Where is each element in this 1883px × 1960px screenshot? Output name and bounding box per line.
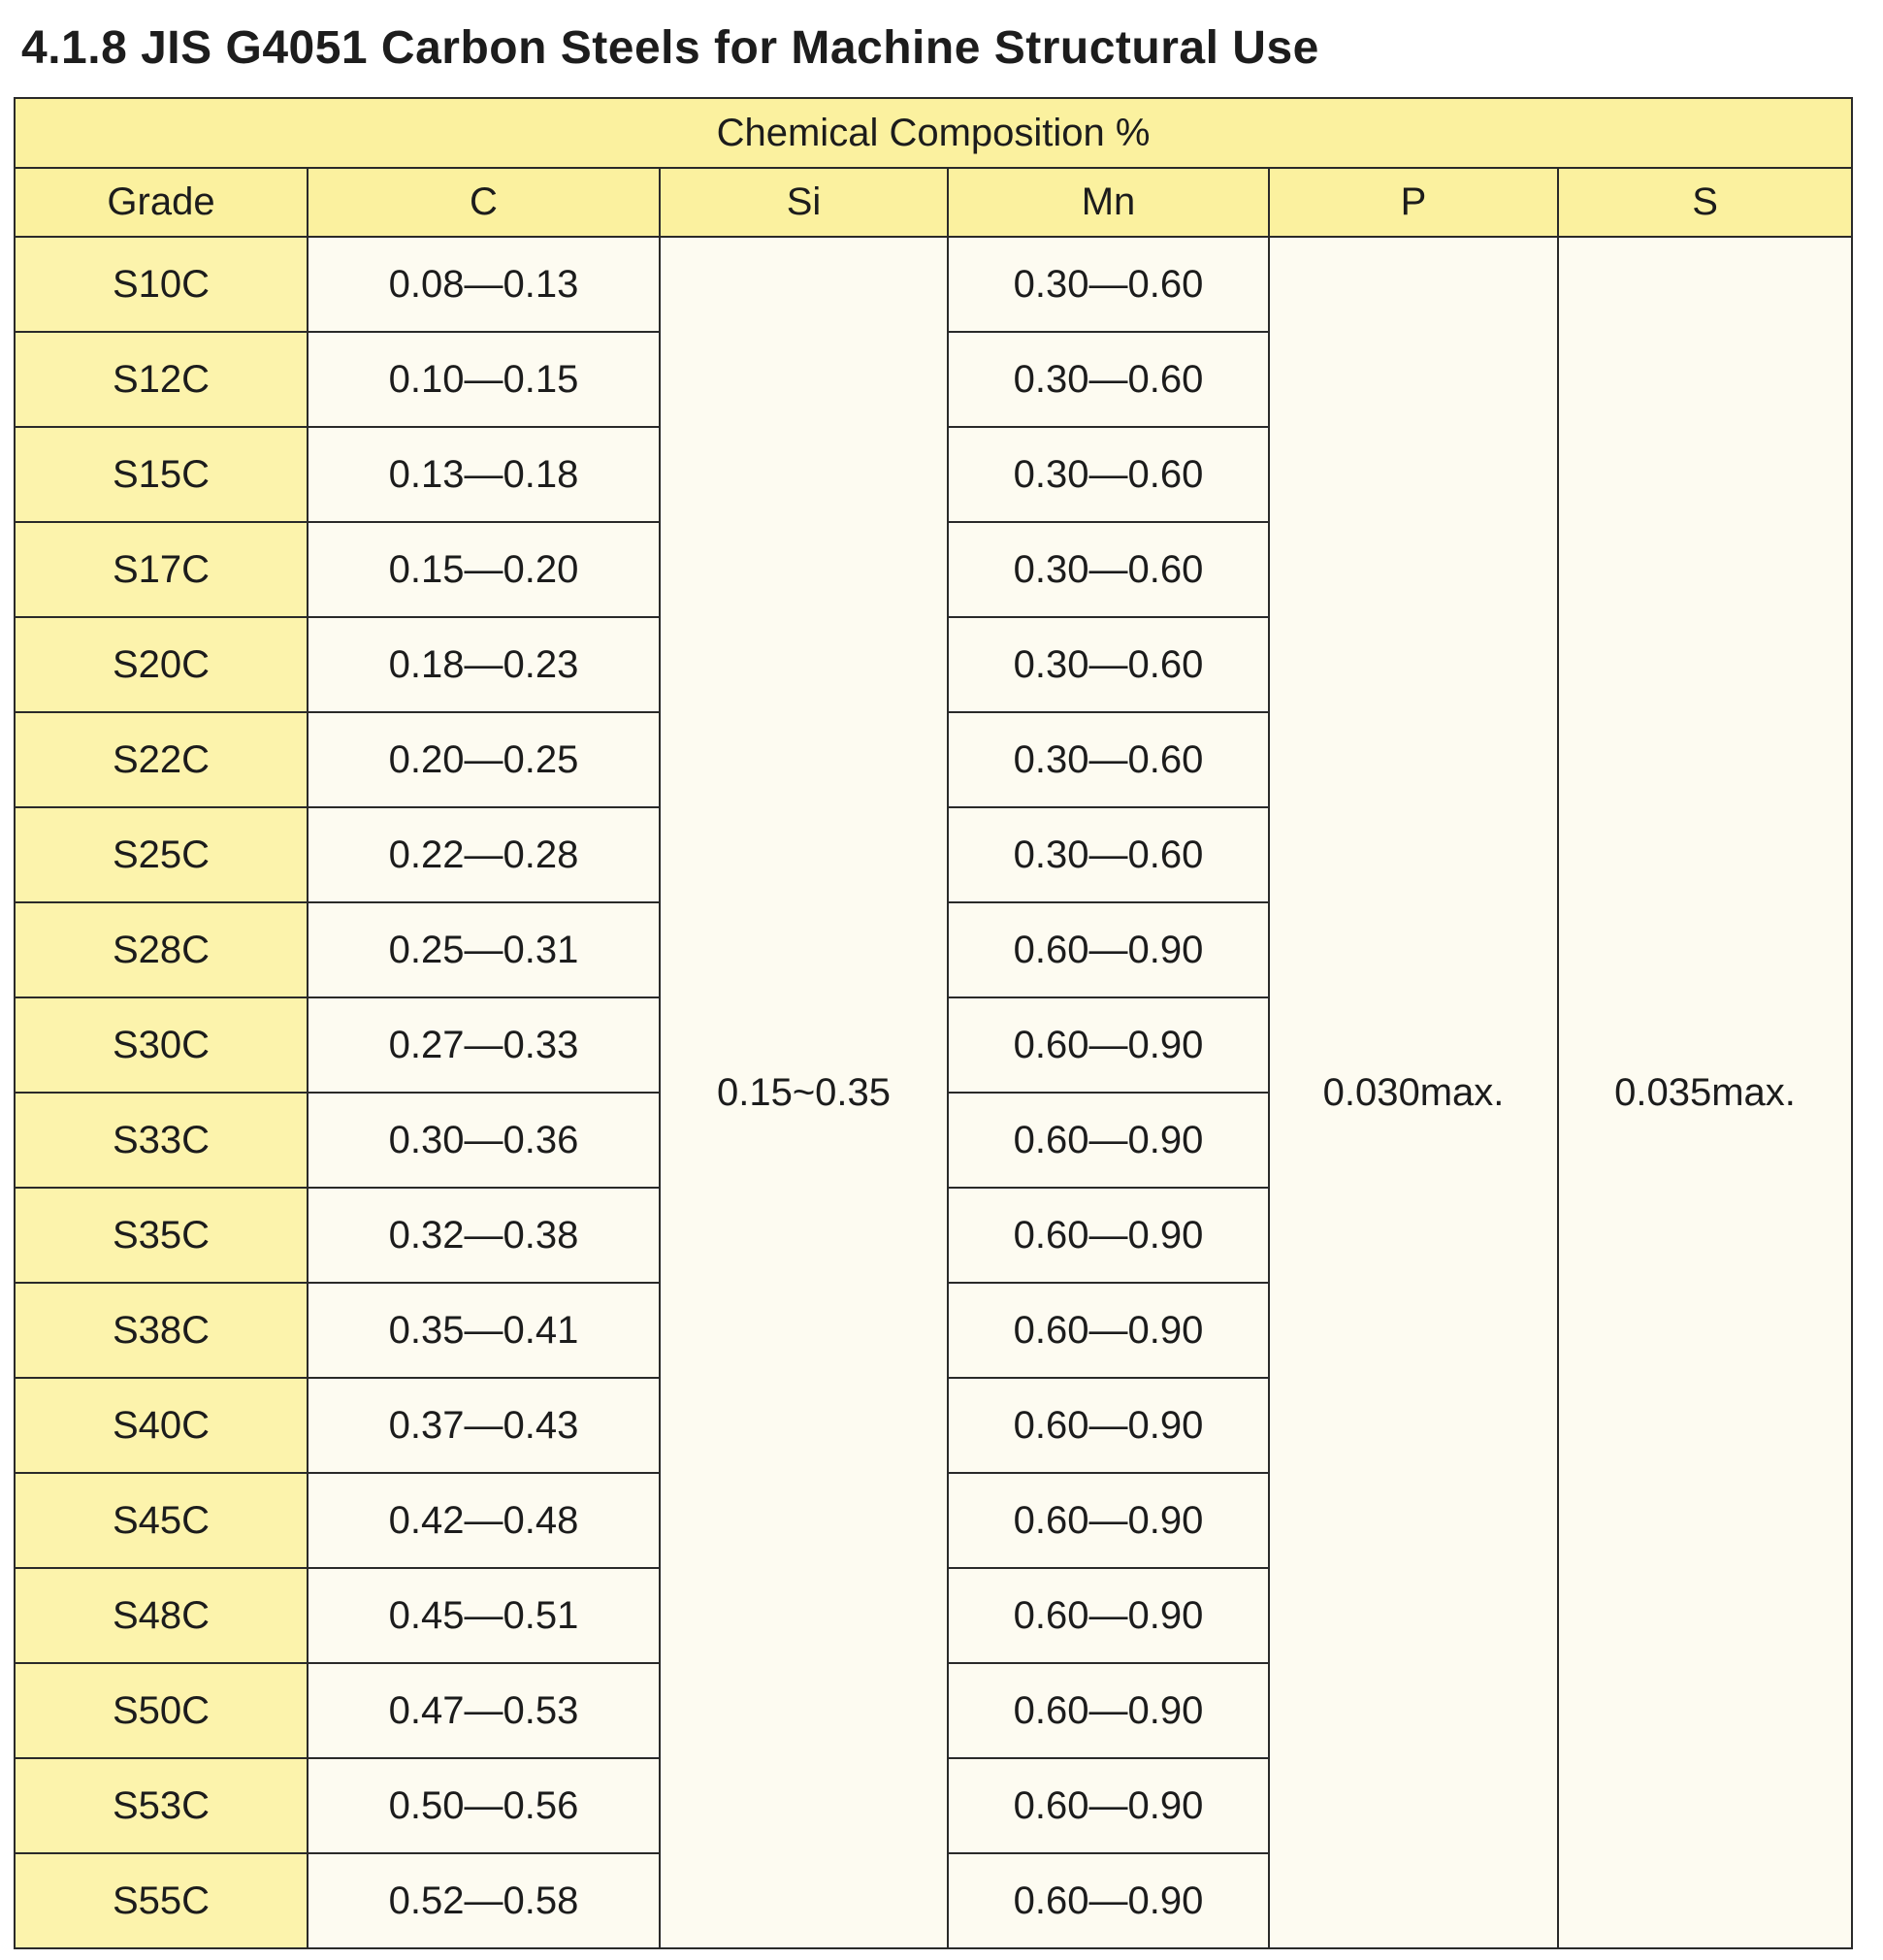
manganese-cell: 0.30—0.60 (948, 807, 1269, 902)
grade-cell: S10C (15, 237, 308, 332)
chemical-composition-table (14, 97, 1853, 1949)
carbon-cell: 0.20—0.25 (308, 712, 660, 807)
manganese-cell: 0.60—0.90 (948, 1853, 1269, 1948)
manganese-cell: 0.60—0.90 (948, 997, 1269, 1093)
header-grade: Grade (15, 168, 308, 237)
grade-cell: S48C (15, 1568, 308, 1663)
manganese-cell: 0.30—0.60 (948, 522, 1269, 617)
header-c: C (308, 168, 660, 237)
carbon-cell: 0.47—0.53 (308, 1663, 660, 1758)
manganese-cell: 0.30—0.60 (948, 712, 1269, 807)
chemical-composition-header: Chemical Composition % (15, 98, 1852, 168)
table-row (15, 237, 1852, 332)
manganese-cell: 0.60—0.90 (948, 902, 1269, 997)
carbon-cell: 0.13—0.18 (308, 427, 660, 522)
grade-cell: S55C (15, 1853, 308, 1948)
manganese-cell: 0.60—0.90 (948, 1758, 1269, 1853)
carbon-cell: 0.18—0.23 (308, 617, 660, 712)
manganese-cell: 0.60—0.90 (948, 1568, 1269, 1663)
manganese-cell: 0.60—0.90 (948, 1378, 1269, 1473)
carbon-cell: 0.30—0.36 (308, 1093, 660, 1188)
carbon-cell: 0.35—0.41 (308, 1283, 660, 1378)
carbon-cell: 0.45—0.51 (308, 1568, 660, 1663)
grade-cell: S28C (15, 902, 308, 997)
grade-cell: S40C (15, 1378, 308, 1473)
carbon-cell: 0.25—0.31 (308, 902, 660, 997)
manganese-cell: 0.60—0.90 (948, 1283, 1269, 1378)
grade-cell: S15C (15, 427, 308, 522)
carbon-cell: 0.10—0.15 (308, 332, 660, 427)
column-header-row (15, 168, 1852, 237)
header-si: Si (660, 168, 948, 237)
phosphorus-cell: 0.030max. (1269, 237, 1558, 1948)
carbon-cell: 0.08—0.13 (308, 237, 660, 332)
grade-cell: S20C (15, 617, 308, 712)
carbon-cell: 0.37—0.43 (308, 1378, 660, 1473)
carbon-cell: 0.42—0.48 (308, 1473, 660, 1568)
grade-cell: S22C (15, 712, 308, 807)
manganese-cell: 0.60—0.90 (948, 1188, 1269, 1283)
grade-cell: S33C (15, 1093, 308, 1188)
sulfur-cell: 0.035max. (1558, 237, 1852, 1948)
header-p: P (1269, 168, 1558, 237)
manganese-cell: 0.60—0.90 (948, 1093, 1269, 1188)
carbon-cell: 0.50—0.56 (308, 1758, 660, 1853)
header-s: S (1558, 168, 1852, 237)
silicon-cell: 0.15~0.35 (660, 237, 948, 1948)
grade-cell: S53C (15, 1758, 308, 1853)
grade-cell: S35C (15, 1188, 308, 1283)
grade-cell: S38C (15, 1283, 308, 1378)
carbon-cell: 0.52—0.58 (308, 1853, 660, 1948)
header-mn: Mn (948, 168, 1269, 237)
grade-cell: S30C (15, 997, 308, 1093)
grade-cell: S25C (15, 807, 308, 902)
carbon-cell: 0.27—0.33 (308, 997, 660, 1093)
grade-cell: S50C (15, 1663, 308, 1758)
grade-cell: S17C (15, 522, 308, 617)
grade-cell: S12C (15, 332, 308, 427)
super-header-row (15, 98, 1852, 168)
manganese-cell: 0.60—0.90 (948, 1663, 1269, 1758)
page-title: 4.1.8 JIS G4051 Carbon Steels for Machine Structural Use (21, 22, 1319, 74)
carbon-cell: 0.22—0.28 (308, 807, 660, 902)
manganese-cell: 0.30—0.60 (948, 427, 1269, 522)
grade-cell: S45C (15, 1473, 308, 1568)
carbon-cell: 0.32—0.38 (308, 1188, 660, 1283)
manganese-cell: 0.30—0.60 (948, 617, 1269, 712)
manganese-cell: 0.30—0.60 (948, 237, 1269, 332)
manganese-cell: 0.60—0.90 (948, 1473, 1269, 1568)
table-body (15, 237, 1852, 1948)
manganese-cell: 0.30—0.60 (948, 332, 1269, 427)
carbon-cell: 0.15—0.20 (308, 522, 660, 617)
